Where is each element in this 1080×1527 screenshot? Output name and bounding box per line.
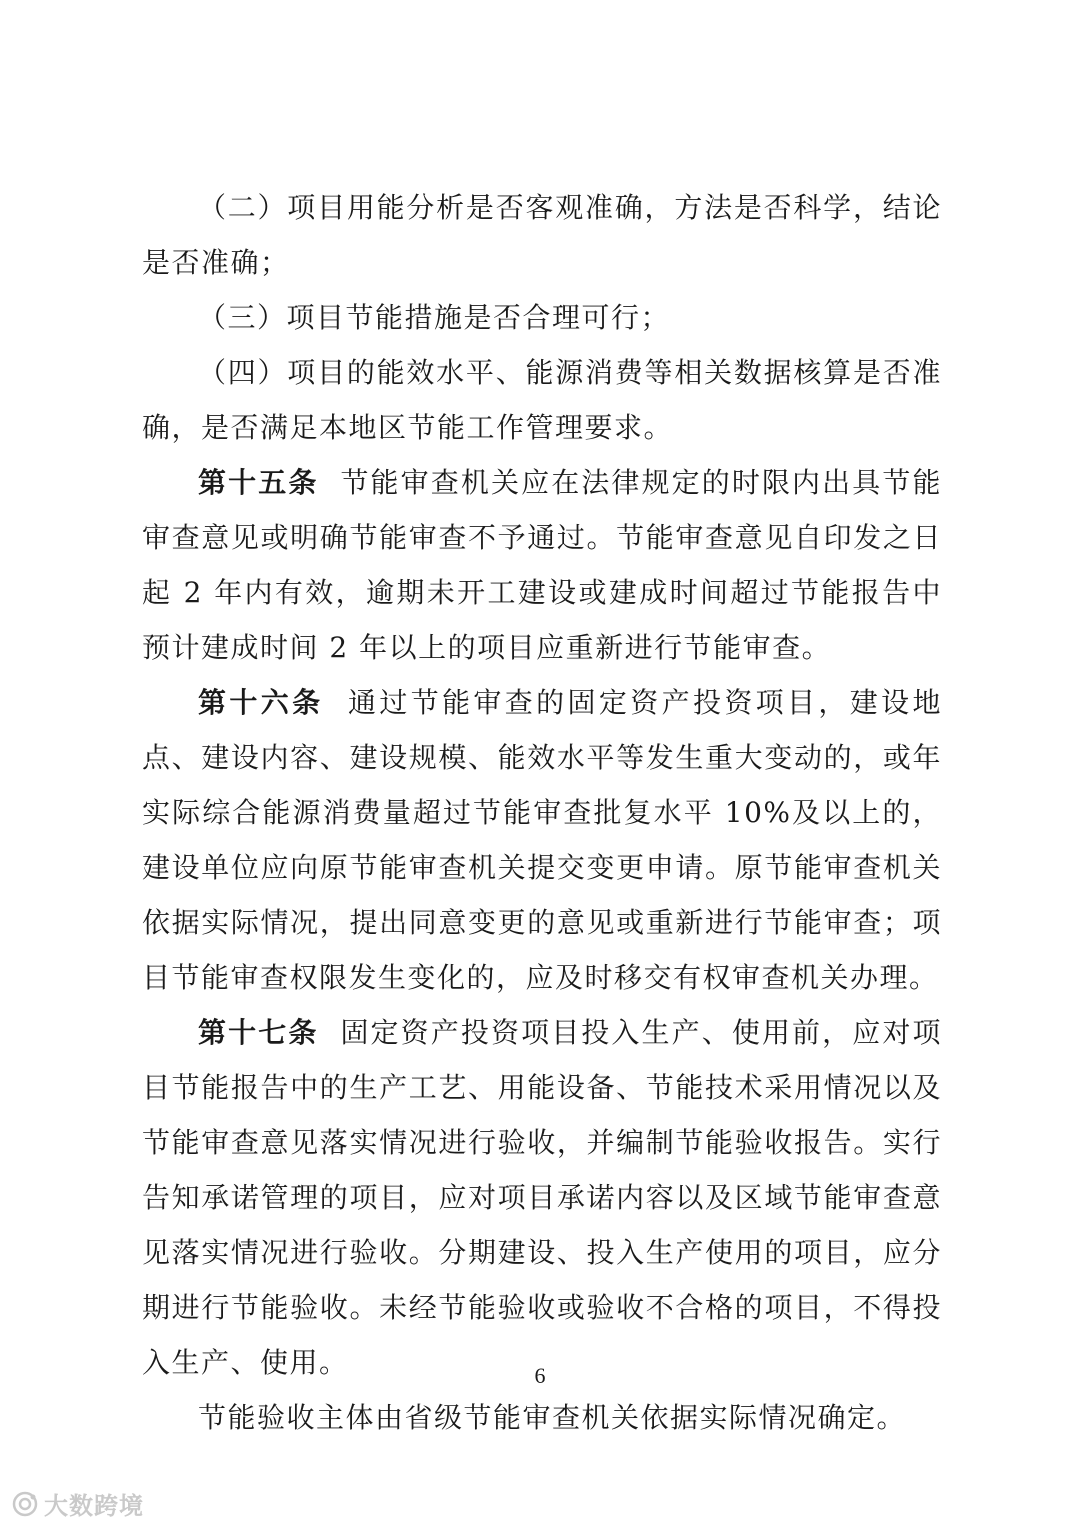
paragraph-item-4 (142, 345, 942, 455)
article-heading: 第十五条 (198, 466, 319, 499)
article-heading: 第十六条 (198, 686, 324, 719)
article-text: 固定资产投资项目投入生产、使用前，应对项目节能报告中的生产工艺、用能设备、节能技术采用情况以及节能审查意见落实情况进行验收，并编制节能验收报告。实行告知承诺管理的项目，应对项目承诺内容以及区域节能审查意见落实情况进行验收。分期建设、投入生产使用的项目，应分期进行节能验收。未经节能验收或验收不合格的项目，不得投入生产、使用。 (142, 1016, 942, 1379)
document-body (142, 180, 942, 1445)
paragraph-text: （四）项目的能效水平、能源消费等相关数据核算是否准确，是否满足本地区节能工作管理要求。 (142, 356, 942, 444)
watermark (12, 1486, 144, 1521)
brand-logo-icon (12, 1491, 38, 1517)
article-text: 通过节能审查的固定资产投资项目，建设地点、建设内容、建设规模、能效水平等发生重大变动的，或年实际综合能源消费量超过节能审查批复水平 10%及以上的，建设单位应向原节能审查机关提交变更申请。原节能审查机关依据实际情况，提出同意变更的意见或重新进行节能审查；项目节能审查权限发生变化的，应及时移交有权审查机关办理。 (142, 686, 942, 994)
article-15 (142, 455, 942, 675)
paragraph-acceptance-subject (142, 1390, 942, 1445)
watermark-text: 大数跨境 (44, 1492, 144, 1520)
paragraph-text: 节能验收主体由省级节能审查机关依据实际情况确定。 (198, 1401, 907, 1434)
article-16 (142, 675, 942, 1005)
paragraph-item-3 (142, 290, 942, 345)
paragraph-text: （三）项目节能措施是否合理可行； (198, 301, 671, 334)
article-heading: 第十七条 (198, 1016, 319, 1049)
page-number: 6 (534, 1363, 546, 1388)
paragraph-item-2 (142, 180, 942, 290)
article-17 (142, 1005, 942, 1390)
paragraph-text: （二）项目用能分析是否客观准确，方法是否科学，结论是否准确； (142, 191, 942, 279)
article-text: 节能审查机关应在法律规定的时限内出具节能审查意见或明确节能审查不予通过。节能审查意见自印发之日起 2 年内有效，逾期未开工建设或建成时间超过节能报告中预计建成时间 2 年以上的项目应重新进行节能审查。 (142, 466, 942, 664)
